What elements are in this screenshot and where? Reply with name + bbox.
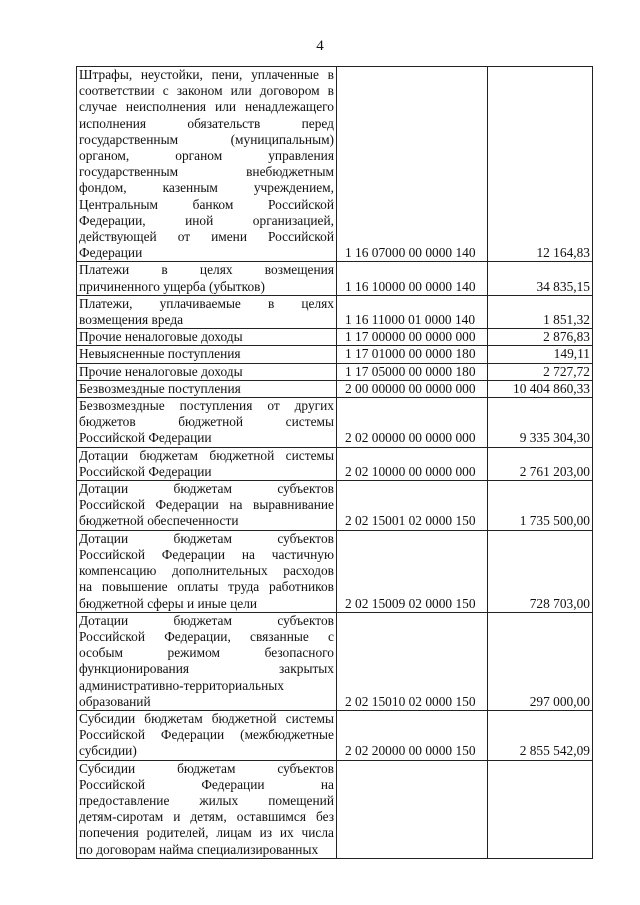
amount-cell <box>488 760 593 858</box>
amount-cell: 2 876,83 <box>488 329 593 346</box>
table-row <box>77 447 593 480</box>
table-row <box>77 363 593 380</box>
table-row <box>77 67 593 262</box>
income-name-cell <box>77 481 337 531</box>
budget-code-cell: 1 17 01000 00 0000 180 <box>337 346 488 363</box>
income-name-line: по договорам найма специализированных <box>79 841 319 857</box>
income-name-line: Российской Федерации <box>79 463 212 479</box>
amount-cell: 149,11 <box>488 346 593 363</box>
table-row <box>77 398 593 448</box>
income-name-cell <box>77 329 337 346</box>
amount-cell: 12 164,83 <box>488 67 593 262</box>
budget-code-cell: 2 02 15010 02 0000 150 <box>337 612 488 710</box>
income-name-line: случае неисполнения или ненадлежащего <box>79 99 334 115</box>
income-name-line: Субсидии бюджетам бюджетной системы <box>79 710 334 726</box>
table-row <box>77 481 593 531</box>
income-name-line: бюджетной сферы и иные цели <box>79 595 258 611</box>
income-name-line: Российской Федерации на выравнивание <box>79 497 334 513</box>
income-name-line: особым режимом безопасного <box>79 645 334 661</box>
income-name-line: бюджетной обеспеченности <box>79 513 239 529</box>
income-name-cell <box>77 760 337 858</box>
amount-cell: 2 761 203,00 <box>488 447 593 480</box>
budget-code-cell: 1 16 07000 00 0000 140 <box>337 67 488 262</box>
income-name-line: причиненного ущерба (убытков) <box>79 278 265 294</box>
table-row <box>77 295 593 328</box>
table-row <box>77 710 593 760</box>
income-name-cell <box>77 398 337 448</box>
page-number: 4 <box>316 38 324 54</box>
income-name-line: органом, органом управления <box>79 148 334 164</box>
income-name-line: фондом, казенным учреждением, <box>79 180 334 196</box>
income-name-line: Дотации бюджетам субъектов <box>79 530 334 546</box>
budget-code-cell: 2 02 15009 02 0000 150 <box>337 530 488 612</box>
table-row <box>77 380 593 397</box>
income-name-line: бюджетов бюджетной системы <box>79 414 334 430</box>
income-name-line: Российской Федерации <box>79 430 212 446</box>
amount-cell: 2 855 542,09 <box>488 710 593 760</box>
income-name-line: соответствии с законом или договором в <box>79 83 334 99</box>
table-row <box>77 760 593 858</box>
income-name-line: Дотации бюджетам субъектов <box>79 481 334 497</box>
budget-code-cell: 2 02 00000 00 0000 000 <box>337 398 488 448</box>
income-name-cell <box>77 447 337 480</box>
table-row <box>77 329 593 346</box>
income-name-line: на повышение оплаты труда работников <box>79 579 334 595</box>
income-name-line: Платежи в целях возмещения <box>79 262 334 278</box>
income-name-line: попечения родителей, лицам из их числа <box>79 825 334 841</box>
income-name-line: Российской Федерации на <box>79 776 334 792</box>
income-name-line: Субсидии бюджетам субъектов <box>79 760 334 776</box>
amount-cell: 34 835,15 <box>488 262 593 295</box>
amount-cell: 2 727,72 <box>488 363 593 380</box>
income-name-cell <box>77 710 337 760</box>
budget-code-cell: 1 16 11000 01 0000 140 <box>337 295 488 328</box>
income-name-line: Российской Федерации, связанные с <box>79 628 334 644</box>
income-name-line: детям-сиротам и детям, оставшимся без <box>79 809 334 825</box>
income-name-line: Центральным банком Российской <box>79 196 334 212</box>
budget-revenue-table <box>76 66 593 859</box>
table-row <box>77 612 593 710</box>
budget-code-cell: 1 17 05000 00 0000 180 <box>337 363 488 380</box>
amount-cell: 1 851,32 <box>488 295 593 328</box>
income-name-line: образований <box>79 693 151 709</box>
income-name-cell <box>77 363 337 380</box>
income-name-line: Федерации <box>79 245 143 261</box>
income-name-cell <box>77 346 337 363</box>
income-name-line: административно-территориальных <box>79 677 284 693</box>
budget-code-cell: 2 02 10000 00 0000 000 <box>337 447 488 480</box>
table-row <box>77 530 593 612</box>
income-name-line: компенсацию дополнительных расходов <box>79 563 334 579</box>
amount-cell: 9 335 304,30 <box>488 398 593 448</box>
income-name-cell <box>77 67 337 262</box>
income-name-line: Прочие неналоговые доходы <box>79 329 243 345</box>
income-name-cell <box>77 612 337 710</box>
amount-cell: 10 404 860,33 <box>488 380 593 397</box>
income-name-line: Российской Федерации (межбюджетные <box>79 727 334 743</box>
income-name-cell <box>77 530 337 612</box>
income-name-line: Безвозмездные поступления <box>79 380 241 396</box>
income-name-cell <box>77 262 337 295</box>
budget-code-cell: 2 00 00000 00 0000 000 <box>337 380 488 397</box>
income-name-line: предоставление жилых помещений <box>79 792 334 808</box>
budget-code-cell: 2 02 20000 00 0000 150 <box>337 710 488 760</box>
income-name-cell <box>77 295 337 328</box>
budget-code-cell: 2 02 15001 02 0000 150 <box>337 481 488 531</box>
budget-code-cell: 1 17 00000 00 0000 000 <box>337 329 488 346</box>
income-name-line: Прочие неналоговые доходы <box>79 363 243 379</box>
income-name-line: Дотации бюджетам субъектов <box>79 612 334 628</box>
budget-code-cell: 1 16 10000 00 0000 140 <box>337 262 488 295</box>
income-name-line: субсидии) <box>79 743 137 759</box>
income-name-line: Платежи, уплачиваемые в целях <box>79 295 334 311</box>
income-name-cell <box>77 380 337 397</box>
income-name-line: возмещения вреда <box>79 312 184 328</box>
amount-cell: 728 703,00 <box>488 530 593 612</box>
amount-cell: 297 000,00 <box>488 612 593 710</box>
table-row <box>77 346 593 363</box>
income-name-line: функционирования закрытых <box>79 661 334 677</box>
income-name-line: Невыясненные поступления <box>79 346 241 362</box>
income-name-line: Федерации, иной организацией, <box>79 212 334 228</box>
income-name-line: исполнения обязательств перед <box>79 115 334 131</box>
income-name-line: Безвозмездные поступления от других <box>79 398 334 414</box>
income-name-line: государственным внебюджетным <box>79 164 334 180</box>
table-body <box>77 67 593 859</box>
income-name-line: Дотации бюджетам бюджетной системы <box>79 447 334 463</box>
income-name-line: государственным (муниципальным) <box>79 131 334 147</box>
table-row <box>77 262 593 295</box>
income-name-line: Российской Федерации на частичную <box>79 546 334 562</box>
income-name-line: действующей от имени Российской <box>79 229 334 245</box>
budget-code-cell <box>337 760 488 858</box>
income-name-line: Штрафы, неустойки, пени, уплаченные в <box>79 67 334 82</box>
amount-cell: 1 735 500,00 <box>488 481 593 531</box>
